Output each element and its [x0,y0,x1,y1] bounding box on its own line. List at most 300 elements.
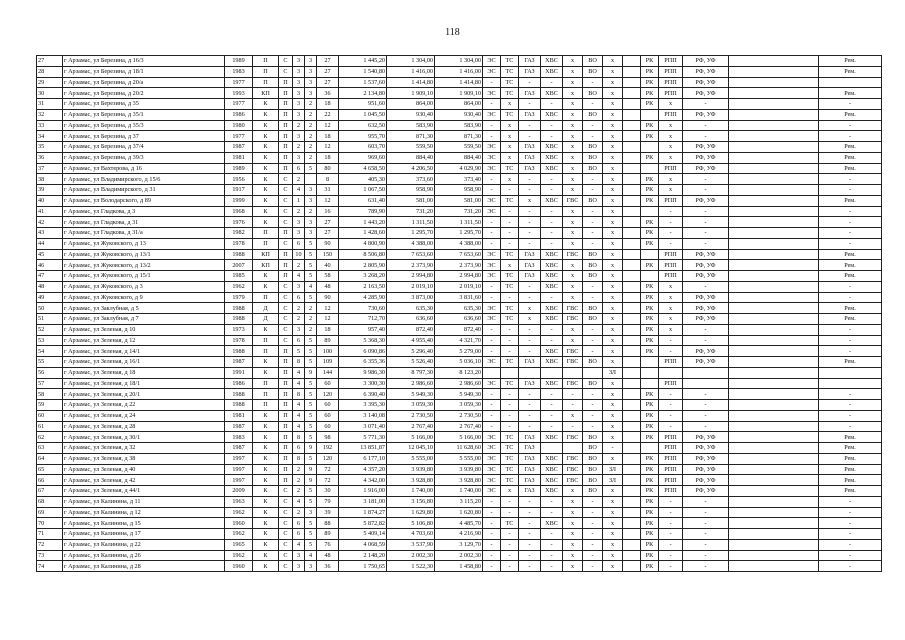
table-row [37,389,882,400]
cell-v2 [623,120,641,131]
cell-area_flats: 3 939,80 [435,464,483,475]
cell-rf: РФ, УФ [683,152,729,163]
cell-area_living: 2 730,50 [387,410,435,421]
cell-type: П [279,357,293,368]
cell-v4 [729,389,819,400]
cell-v1: х [603,421,623,432]
cell-v2 [623,443,641,454]
cell-type: С [279,486,293,497]
cell-entrances: 2 [305,314,317,325]
cell-entrances: 5 [305,260,317,271]
cell-address: г Арзамас, ул Жуковского, д 13/2 [63,260,225,271]
cell-num: 63 [37,443,63,454]
cell-area_living: 3 059,30 [387,400,435,411]
cell-floors: 4 [293,496,305,507]
cell-rf: - [683,174,729,185]
cell-note: - [819,238,882,249]
cell-v4 [729,99,819,110]
cell-v4 [729,539,819,550]
cell-wall: К [253,486,279,497]
cell-year: 1962 [225,281,253,292]
cell-v2 [623,228,641,239]
cell-v4 [729,432,819,443]
cell-v2 [623,507,641,518]
cell-gas: - [519,335,541,346]
cell-area_flats: 2 730,50 [435,410,483,421]
cell-rf: РФ, УФ [683,195,729,206]
cell-hot_water: ГВС [563,378,583,389]
cell-rf: РФ, УФ [683,314,729,325]
cell-note: - [819,206,882,217]
cell-sewer: - [583,206,603,217]
cell-year: 1988 [225,303,253,314]
cell-v2 [623,131,641,142]
cell-area_living: 583,90 [387,120,435,131]
cell-note: Рем. [819,88,882,99]
cell-v1: х [603,88,623,99]
cell-entrances: 3 [305,228,317,239]
cell-floors: 2 [293,120,305,131]
cell-v2 [623,410,641,421]
cell-rf: - [683,518,729,529]
cell-rpp: РПП [659,163,683,174]
cell-el: - [483,185,501,196]
cell-note: - [819,324,882,335]
cell-rf: РФ, УФ [683,453,729,464]
cell-heat: х [501,120,519,131]
table-row [37,378,882,389]
cell-gas: - [519,292,541,303]
cell-v2 [623,238,641,249]
cell-flats: 120 [317,389,339,400]
cell-el: - [483,335,501,346]
cell-rpp: - [659,539,683,550]
cell-v4 [729,496,819,507]
cell-el: - [483,539,501,550]
cell-heat: ТС [501,271,519,282]
cell-address: г Арзамас, ул Заклубная, д 5 [63,303,225,314]
cell-type: П [279,389,293,400]
cell-area_total: 955,70 [339,131,387,142]
cell-area_total: 3 300,30 [339,378,387,389]
cell-note: Рем. [819,486,882,497]
cell-v3: РК [641,228,659,239]
cell-el: ЭС [483,88,501,99]
cell-rf: РФ, УФ [683,271,729,282]
cell-flats: 36 [317,561,339,572]
cell-sewer: - [583,77,603,88]
cell-address: г Арзамас, ул Жуковского, д 15/1 [63,271,225,282]
cell-type: С [279,507,293,518]
cell-sewer: - [583,174,603,185]
cell-area_total: 6 355,36 [339,357,387,368]
cell-rf: - [683,539,729,550]
cell-type: П [279,99,293,110]
cell-floors: 3 [293,77,305,88]
cell-note: Рем. [819,464,882,475]
table-row [37,357,882,368]
cell-heat: х [501,174,519,185]
cell-type: П [279,163,293,174]
cell-year: 1985 [225,271,253,282]
cell-v2 [623,496,641,507]
cell-year: 1987 [225,357,253,368]
cell-rpp: РПП [659,432,683,443]
cell-rf: - [683,389,729,400]
cell-floors: 4 [293,400,305,411]
table-row [37,142,882,153]
cell-area_total: 3 395,30 [339,400,387,411]
table-row [37,561,882,572]
cell-v1: х [603,281,623,292]
cell-gas: - [519,421,541,432]
cell-area_living: 8 797,30 [387,367,435,378]
cell-hot_water: ГВС [563,346,583,357]
cell-type: П [279,260,293,271]
cell-gas: ГАЗ [519,163,541,174]
cell-rf: - [683,228,729,239]
cell-rf: - [683,335,729,346]
cell-hot_water: ГВС [563,357,583,368]
cell-heat: ТС [501,357,519,368]
cell-type: П [279,464,293,475]
cell-entrances: 3 [305,217,317,228]
cell-area_flats: 2 994,80 [435,271,483,282]
cell-cold_water: - [541,529,563,540]
cell-area_total: 1 750,65 [339,561,387,572]
cell-rpp: РПП [659,357,683,368]
cell-rpp: РПП [659,271,683,282]
cell-area_total: 957,40 [339,324,387,335]
cell-area_living: 871,30 [387,131,435,142]
cell-wall: П [253,77,279,88]
cell-v4 [729,174,819,185]
cell-area_total: 4 357,20 [339,464,387,475]
cell-year: 1978 [225,238,253,249]
cell-gas: х [519,195,541,206]
cell-note: Рем. [819,152,882,163]
table-row [37,120,882,131]
cell-v1: х [603,249,623,260]
cell-v2 [623,217,641,228]
cell-wall: К [253,281,279,292]
cell-rf: - [683,561,729,572]
cell-floors: 4 [293,367,305,378]
cell-v3: РК [641,120,659,131]
cell-wall: П [253,228,279,239]
table-row [37,400,882,411]
cell-rf: - [683,410,729,421]
cell-year: 1977 [225,131,253,142]
cell-el: - [483,120,501,131]
cell-floors: 8 [293,357,305,368]
cell-entrances: 5 [305,238,317,249]
cell-area_living: 2 994,80 [387,271,435,282]
cell-rf: РФ, УФ [683,56,729,67]
table-row [37,77,882,88]
cell-hot_water: х [563,152,583,163]
cell-cold_water: ХВС [541,475,563,486]
cell-v2 [623,174,641,185]
cell-v3 [641,357,659,368]
cell-v3: РК [641,410,659,421]
table-row [37,185,882,196]
cell-v1: х [603,486,623,497]
cell-rf: РФ, УФ [683,303,729,314]
cell-wall: К [253,195,279,206]
cell-el: ЭС [483,443,501,454]
cell-area_living: 4 388,00 [387,238,435,249]
cell-num: 68 [37,496,63,507]
cell-rpp: РПП [659,249,683,260]
cell-gas: ГАЗ [519,357,541,368]
cell-v1: х [603,529,623,540]
cell-floors: 2 [293,142,305,153]
cell-sewer: ВО [583,152,603,163]
cell-entrances: 5 [305,292,317,303]
cell-v1: х [603,496,623,507]
cell-flats: 27 [317,56,339,67]
cell-num: 61 [37,421,63,432]
cell-type: П [279,77,293,88]
cell-area_flats: 559,50 [435,142,483,153]
cell-num: 34 [37,131,63,142]
cell-wall: К [253,410,279,421]
cell-area_flats: 864,00 [435,99,483,110]
cell-gas: - [519,346,541,357]
cell-cold_water: - [541,228,563,239]
cell-year: 1979 [225,292,253,303]
cell-rpp: - [659,529,683,540]
cell-rf: РФ, УФ [683,432,729,443]
cell-heat: - [501,496,519,507]
cell-rf: РФ, УФ [683,346,729,357]
cell-note: - [819,496,882,507]
cell-type: С [279,518,293,529]
cell-year: 2009 [225,486,253,497]
cell-v2 [623,206,641,217]
cell-flats: 18 [317,324,339,335]
cell-v1: х [603,539,623,550]
cell-area_flats: 7 653,60 [435,249,483,260]
cell-el: - [483,410,501,421]
cell-hot_water: х [563,120,583,131]
cell-cold_water: - [541,238,563,249]
cell-sewer: - [583,561,603,572]
cell-area_living: 1 522,30 [387,561,435,572]
cell-heat: ТС [501,249,519,260]
cell-v4 [729,518,819,529]
cell-el: - [483,77,501,88]
cell-el: ЭС [483,66,501,77]
cell-hot_water: ГВС [563,432,583,443]
cell-v4 [729,195,819,206]
cell-v2 [623,335,641,346]
cell-entrances: 2 [305,324,317,335]
cell-v4 [729,367,819,378]
cell-heat: - [501,292,519,303]
cell-entrances: 2 [305,142,317,153]
cell-v1: х [603,120,623,131]
cell-v2 [623,195,641,206]
cell-area_flats: 3 059,30 [435,400,483,411]
cell-area_flats: 5 279,00 [435,346,483,357]
cell-gas: - [519,217,541,228]
cell-floors: 3 [293,152,305,163]
cell-area_living: 2 002,30 [387,550,435,561]
cell-hot_water: х [563,550,583,561]
cell-rf: - [683,421,729,432]
cell-note: Рем. [819,109,882,120]
cell-entrances: 3 [305,561,317,572]
cell-num: 40 [37,195,63,206]
table-row [37,453,882,464]
cell-hot_water: х [563,142,583,153]
cell-v1: х [603,131,623,142]
cell-address: г Арзамас, ул Калинина, д 28 [63,561,225,572]
cell-rpp: - [659,507,683,518]
cell-note: - [819,421,882,432]
cell-flats: 39 [317,507,339,518]
cell-rpp: - [659,389,683,400]
cell-note: - [819,410,882,421]
cell-hot_water: - [563,421,583,432]
cell-area_living: 636,60 [387,314,435,325]
cell-address: г Арзамас, ул Калинина, д 22 [63,539,225,550]
cell-v3: РК [641,303,659,314]
cell-area_flats: 4 029,90 [435,163,483,174]
cell-cold_water: - [541,324,563,335]
cell-v4 [729,303,819,314]
cell-year: 1991 [225,367,253,378]
cell-address: г Арзамас, ул Зеленая, д 18 [63,367,225,378]
cell-type: П [279,378,293,389]
cell-note: - [819,174,882,185]
cell-area_total: 1 537,60 [339,77,387,88]
cell-type: П [279,432,293,443]
cell-area_total: 5 872,82 [339,518,387,529]
cell-area_living: 872,40 [387,324,435,335]
cell-wall: К [253,357,279,368]
cell-v3: РК [641,314,659,325]
cell-v1: х [603,335,623,346]
cell-area_living: 1 414,80 [387,77,435,88]
cell-note [819,77,882,88]
cell-flats: 48 [317,281,339,292]
cell-sewer: - [583,529,603,540]
cell-wall: Д [253,314,279,325]
cell-gas: - [519,77,541,88]
cell-area_total: 789,90 [339,206,387,217]
cell-gas: - [519,518,541,529]
cell-v3: РК [641,131,659,142]
cell-v4 [729,410,819,421]
cell-area_living: 3 537,90 [387,539,435,550]
cell-cold_water: ХВС [541,152,563,163]
cell-num: 49 [37,292,63,303]
cell-cold_water: - [541,131,563,142]
cell-rpp: х [659,174,683,185]
cell-el: ЭС [483,475,501,486]
cell-area_living: 5 526,40 [387,357,435,368]
cell-area_living: 1 909,10 [387,88,435,99]
cell-v3: РК [641,281,659,292]
cell-wall: П [253,400,279,411]
cell-num: 52 [37,324,63,335]
cell-rpp: РПП [659,66,683,77]
cell-v4 [729,142,819,153]
cell-floors: 2 [293,486,305,497]
cell-rpp: х [659,185,683,196]
cell-cold_water: ХВС [541,357,563,368]
cell-heat: - [501,529,519,540]
cell-entrances: 3 [305,66,317,77]
cell-v2 [623,346,641,357]
cell-v1: х [603,432,623,443]
cell-rf: РФ, УФ [683,486,729,497]
cell-area_flats: 731,20 [435,206,483,217]
cell-wall: К [253,142,279,153]
cell-el: - [483,518,501,529]
cell-v2 [623,464,641,475]
cell-type: П [279,120,293,131]
cell-v4 [729,88,819,99]
cell-cold_water: - [541,185,563,196]
cell-year: 1989 [225,56,253,67]
cell-entrances: 5 [305,163,317,174]
cell-rf: РФ, УФ [683,249,729,260]
cell-gas: - [519,496,541,507]
cell-area_total: 1 445,20 [339,56,387,67]
cell-num: 70 [37,518,63,529]
cell-num: 59 [37,400,63,411]
cell-v2 [623,88,641,99]
cell-sewer: ВО [583,378,603,389]
cell-flats: 72 [317,464,339,475]
cell-el: - [483,389,501,400]
cell-area_living: 884,40 [387,152,435,163]
table-row [37,550,882,561]
cell-v4 [729,77,819,88]
cell-floors: 4 [293,185,305,196]
cell-v4 [729,217,819,228]
cell-heat: ТС [501,88,519,99]
cell-v4 [729,314,819,325]
cell-entrances: 2 [305,131,317,142]
cell-flats: 100 [317,346,339,357]
cell-entrances: 2 [305,206,317,217]
cell-area_total: 631,40 [339,195,387,206]
page-number: 118 [445,27,460,38]
cell-year: 1988 [225,389,253,400]
cell-rpp: РПП [659,475,683,486]
cell-area_total: 6 390,40 [339,389,387,400]
cell-wall: К [253,367,279,378]
cell-note: Рем. [819,314,882,325]
cell-v1: х [603,142,623,153]
cell-entrances: 5 [305,432,317,443]
cell-floors: 4 [293,271,305,282]
cell-flats: 90 [317,292,339,303]
cell-v2 [623,357,641,368]
cell-area_total: 1 540,80 [339,66,387,77]
cell-gas: - [519,185,541,196]
cell-floors: 2 [293,507,305,518]
cell-wall: К [253,324,279,335]
cell-entrances: 5 [305,378,317,389]
table-row [37,486,882,497]
cell-type: П [279,88,293,99]
